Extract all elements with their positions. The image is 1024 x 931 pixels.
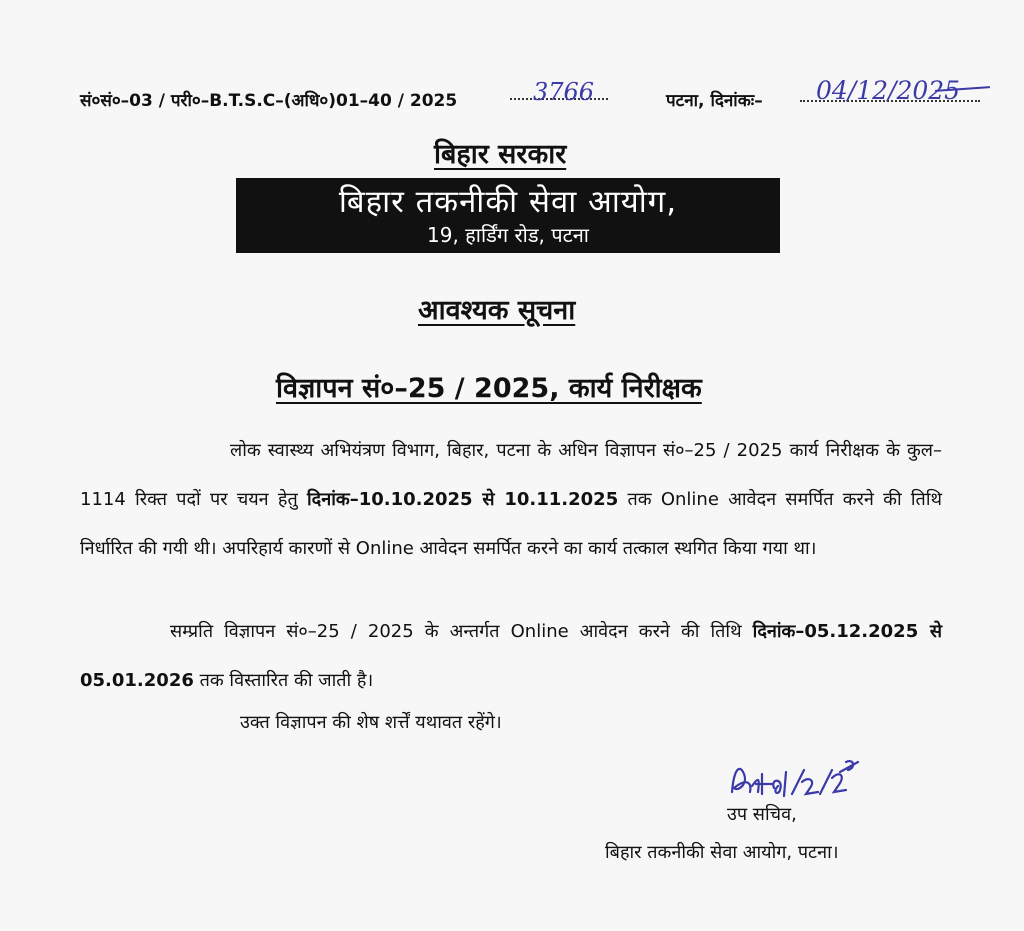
commission-name: बिहार तकनीकी सेवा आयोग, xyxy=(338,184,678,220)
notice-heading: आवश्यक सूचना xyxy=(418,295,576,326)
government-heading: बिहार सरकार xyxy=(434,139,567,170)
p2-dates: दिनांक–05.12.2025 से 05.01.2026 xyxy=(80,621,942,691)
reference-prefix: सं०सं०–03 / परी०–B.T.S.C–(अधि०)01–40 / 2025 xyxy=(80,91,458,111)
p1-dates: दिनांक–10.10.2025 से 10.11.2025 xyxy=(307,489,619,510)
paragraph-2 xyxy=(80,607,942,705)
p1-text-a: लोक स्वास्थ्य अभियंत्रण विभाग, बिहार, पटना के अधिन विज्ञापन सं०–25 / 2025 कार्य निरीक्षक के कुल–1114 रिक्त पदों पर चयन हेतु xyxy=(80,440,942,510)
p2-text-c: तक विस्तारित की जाती है। xyxy=(193,670,374,691)
signatory-designation: उप सचिव, xyxy=(727,804,797,825)
paragraph-1 xyxy=(80,426,942,573)
date-label: पटना, दिनांकः– xyxy=(666,91,763,111)
reference-number: 3766 xyxy=(533,78,595,106)
signatory-office: बिहार तकनीकी सेवा आयोग, पटना। xyxy=(605,842,839,863)
p2-text-a: सम्प्रति विज्ञापन सं०–25 / 2025 के अन्तर्गत Online आवेदन करने की तिथि xyxy=(170,621,753,642)
handwritten-signature xyxy=(728,748,868,808)
paragraph-3: उक्त विज्ञापन की शेष शर्त्तें यथावत रहेंगे। xyxy=(240,712,502,733)
signature-stroke xyxy=(732,761,858,796)
commission-address: 19, हार्डिंग रोड, पटना xyxy=(427,223,589,247)
date-value: 04/12/2025 xyxy=(816,76,961,105)
p1-text-c: तक Online आवेदन समर्पित करने की तिथि निर्धारित की गयी थी। अपरिहार्य कारणों से Online आवेदन समर्पित करने का कार्य तत्काल स्थगित किया गया था। xyxy=(80,489,942,559)
advertisement-heading: विज्ञापन सं०–25 / 2025, कार्य निरीक्षक xyxy=(276,373,702,404)
commission-banner xyxy=(236,178,780,253)
